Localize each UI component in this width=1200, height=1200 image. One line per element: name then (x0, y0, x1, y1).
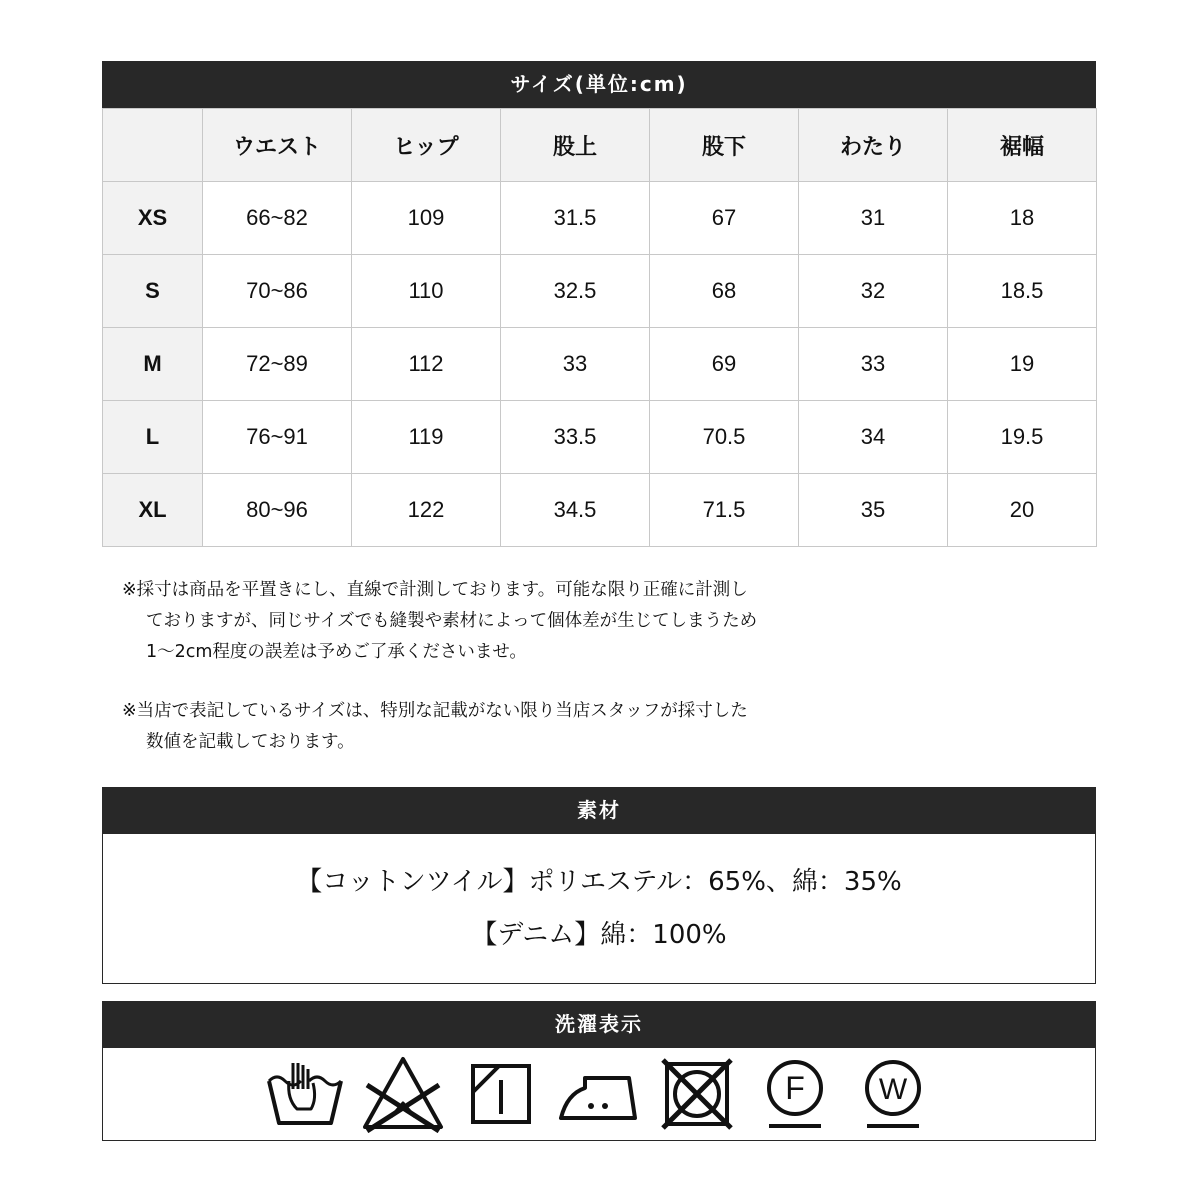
material-line: 【コットンツイル】ポリエステル：65%、綿：35% (296, 866, 902, 897)
table-cell: 19.5 (948, 401, 1097, 474)
table-cell: 33 (799, 328, 948, 401)
table-cell: 31.5 (501, 182, 650, 255)
table-cell: 69 (650, 328, 799, 401)
column-header: ヒップ (352, 109, 501, 182)
table-cell: 72~89 (203, 328, 352, 401)
table-cell: 66~82 (203, 182, 352, 255)
table-cell: 32 (799, 255, 948, 328)
measurement-note (122, 575, 1082, 668)
table-cell: 33.5 (501, 401, 650, 474)
size-table-section (102, 61, 1096, 547)
material-section (102, 787, 1096, 984)
table-row (103, 328, 1097, 401)
note-line: 数値を記載しております。 (146, 732, 355, 752)
dry-clean-letter: F (785, 1070, 805, 1106)
table-header-row (103, 109, 1097, 182)
line-dry-shade-icon (452, 1048, 550, 1140)
table-cell: 34.5 (501, 474, 650, 547)
wash-care-section (102, 1001, 1096, 1141)
table-cell: 34 (799, 401, 948, 474)
table-cell: 31 (799, 182, 948, 255)
table-cell: 68 (650, 255, 799, 328)
column-header: ウエスト (203, 109, 352, 182)
table-cell: 112 (352, 328, 501, 401)
table-cell: 110 (352, 255, 501, 328)
iron-low-temp-icon (550, 1048, 648, 1140)
table-row (103, 182, 1097, 255)
column-header: 裾幅 (948, 109, 1097, 182)
wet-clean-letter: W (878, 1073, 908, 1106)
no-tumble-dry-icon (648, 1048, 746, 1140)
row-size-label: L (103, 401, 203, 474)
table-cell: 122 (352, 474, 501, 547)
row-size-label: XL (103, 474, 203, 547)
row-size-label: XS (103, 182, 203, 255)
table-cell: 67 (650, 182, 799, 255)
note-line: 1〜2cm程度の誤差は予めご了承くださいませ。 (146, 642, 527, 662)
hand-wash-icon (256, 1048, 354, 1140)
size-notation-note (122, 696, 1082, 758)
table-cell: 32.5 (501, 255, 650, 328)
table-row (103, 255, 1097, 328)
table-row (103, 401, 1097, 474)
table-cell: 76~91 (203, 401, 352, 474)
table-cell: 20 (948, 474, 1097, 547)
note-line: ※採寸は商品を平置きにし、直線で計測しております。可能な限り正確に計測し (122, 580, 748, 600)
column-header: 股下 (650, 109, 799, 182)
wet-clean-w-icon (844, 1048, 942, 1140)
table-row (103, 474, 1097, 547)
size-table (102, 108, 1097, 547)
dry-clean-f-icon (746, 1048, 844, 1140)
note-line: ※当店で表記しているサイズは、特別な記載がない限り当店スタッフが採寸した (122, 701, 748, 721)
table-cell: 35 (799, 474, 948, 547)
wash-care-title: 洗濯表示 (102, 1001, 1096, 1048)
table-cell: 70~86 (203, 255, 352, 328)
material-title: 素材 (102, 787, 1096, 834)
table-cell: 71.5 (650, 474, 799, 547)
wash-icons-row (102, 1048, 1096, 1141)
no-bleach-icon (354, 1048, 452, 1140)
note-line: ておりますが、同じサイズでも縫製や素材によって個体差が生じてしまうため (146, 611, 758, 631)
table-cell: 109 (352, 182, 501, 255)
table-cell: 80~96 (203, 474, 352, 547)
material-box (102, 834, 1096, 984)
table-cell: 33 (501, 328, 650, 401)
table-cell: 119 (352, 401, 501, 474)
table-cell: 18 (948, 182, 1097, 255)
column-header: わたり (799, 109, 948, 182)
size-table-title: サイズ(単位:cm) (102, 61, 1096, 108)
column-header (103, 109, 203, 182)
material-line: 【デニム】綿：100% (471, 919, 727, 950)
column-header: 股上 (501, 109, 650, 182)
row-size-label: S (103, 255, 203, 328)
row-size-label: M (103, 328, 203, 401)
table-cell: 70.5 (650, 401, 799, 474)
table-cell: 18.5 (948, 255, 1097, 328)
table-cell: 19 (948, 328, 1097, 401)
